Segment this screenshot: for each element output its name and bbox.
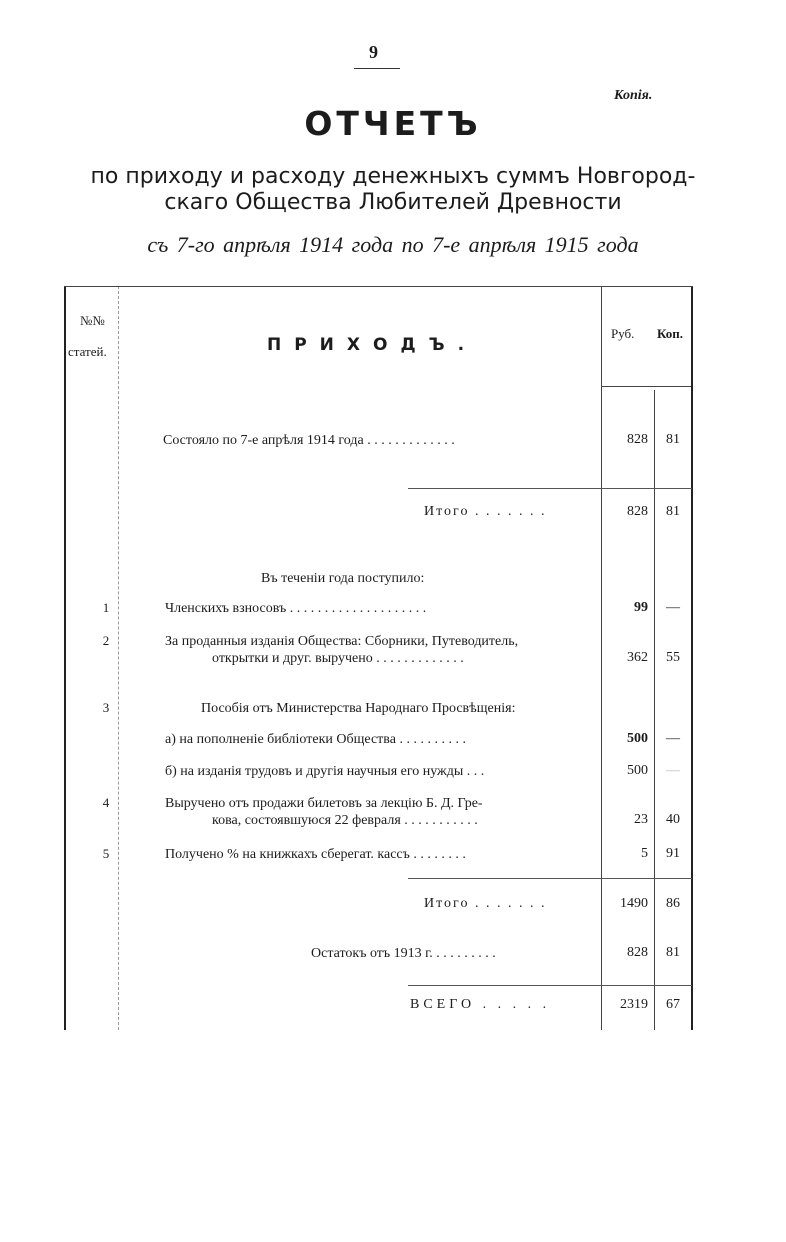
income-heading: ПРИХОДЪ. — [267, 335, 478, 355]
subtotal-1-rub: 828 — [627, 504, 648, 519]
item-4-number: 4 — [102, 795, 110, 810]
report-title: ОТЧЕТЪ — [304, 104, 482, 143]
item-1-kop: — — [666, 600, 680, 615]
item-3a-kop: — — [666, 731, 680, 746]
item-2-text-line-2: открытки и друг. выручено . . . . . . . . . . . . . — [212, 651, 464, 666]
item-4-text-line-2: кова, состоявшуюся 22 февраля . . . . . . . . . . . — [212, 813, 478, 828]
item-3b-rub: 500 — [627, 763, 648, 778]
kop-column-divider — [654, 390, 655, 1030]
grand-total-rule — [408, 985, 692, 986]
report-subtitle-line-1: по приходу и расходу денежныхъ суммъ Новгород- — [90, 164, 696, 189]
subtotal-2-rule — [408, 878, 692, 879]
subtotal-1-label: Итого . . . . . . . — [424, 504, 547, 519]
item-2-number: 2 — [102, 633, 110, 648]
item-3a-text: а) на пополненіе библіотеки Общества . . . . . . . . . . — [165, 732, 466, 747]
item-1-rub: 99 — [634, 600, 648, 615]
item-3b-kop: — — [666, 763, 680, 778]
grand-total-label: ВСЕГО . . . . . — [410, 997, 551, 1012]
subtotal-2-kop: 86 — [666, 896, 680, 911]
subtotal-1-rule — [408, 488, 692, 489]
remainder-kop: 81 — [666, 945, 680, 960]
remainder-label: Остатокъ отъ 1913 г. . . . . . . . . . — [311, 946, 496, 961]
grand-total-rub: 2319 — [620, 997, 648, 1012]
copy-mark: Копія. — [614, 88, 653, 103]
number-column-header-line-1: №№ — [80, 313, 105, 328]
subtotal-2-label: Итого . . . . . . . — [424, 896, 547, 911]
received-intro: Въ теченіи года поступило: — [261, 571, 425, 586]
item-5-number: 5 — [102, 846, 110, 861]
kop-column-header: Коп. — [657, 326, 684, 341]
item-5-kop: 91 — [666, 846, 680, 861]
opening-balance-text: Состояло по 7-е апрѣля 1914 года . . . . . . . . . . . . . — [163, 433, 455, 448]
table-top-border — [64, 286, 693, 287]
item-2-text-line-1: За проданныя изданія Общества: Сборники, Путеводитель, — [165, 634, 519, 649]
table-left-border — [64, 286, 66, 1030]
item-4-rub: 23 — [634, 812, 648, 827]
grand-total-kop: 67 — [666, 997, 680, 1012]
item-1-text: Членскихъ взносовъ . . . . . . . . . . . . . . . . . . . . — [165, 601, 427, 616]
item-3a-rub: 500 — [627, 731, 648, 746]
report-period: съ 7-го апрѣля 1914 года по 7-е апрѣля 1915 года — [147, 232, 639, 257]
item-4-text-line-1: Выручено отъ продажи билетовъ за лекцію Б. Д. Гре- — [165, 796, 483, 811]
subtotal-2-rub: 1490 — [620, 896, 648, 911]
opening-balance-kop: 81 — [666, 432, 680, 447]
item-2-kop: 55 — [666, 650, 680, 665]
number-column-divider — [118, 286, 119, 1030]
rub-column-header: Руб. — [611, 326, 635, 341]
item-3-number: 3 — [102, 700, 110, 715]
opening-balance-rub: 828 — [627, 432, 648, 447]
item-4-kop: 40 — [666, 812, 680, 827]
subtotal-1-kop: 81 — [666, 504, 680, 519]
item-2-rub: 362 — [627, 650, 648, 665]
remainder-rub: 828 — [627, 945, 648, 960]
item-3-text: Пособія отъ Министерства Народнаго Просвѣщенія: — [201, 701, 516, 716]
number-column-header-line-2: статей. — [68, 344, 107, 359]
item-5-rub: 5 — [641, 846, 648, 861]
header-bottom-rule — [601, 386, 691, 387]
item-3b-text: б) на изданія трудовъ и другія научныя его нужды . . . — [165, 764, 485, 779]
item-5-text: Получено % на книжкахъ сберегат. кассъ . . . . . . . . — [165, 847, 466, 862]
page-number-rule — [354, 68, 400, 69]
report-subtitle-line-2: скаго Общества Любителей Древности — [164, 190, 622, 215]
item-1-number: 1 — [102, 600, 110, 615]
page-number: 9 — [369, 42, 378, 62]
